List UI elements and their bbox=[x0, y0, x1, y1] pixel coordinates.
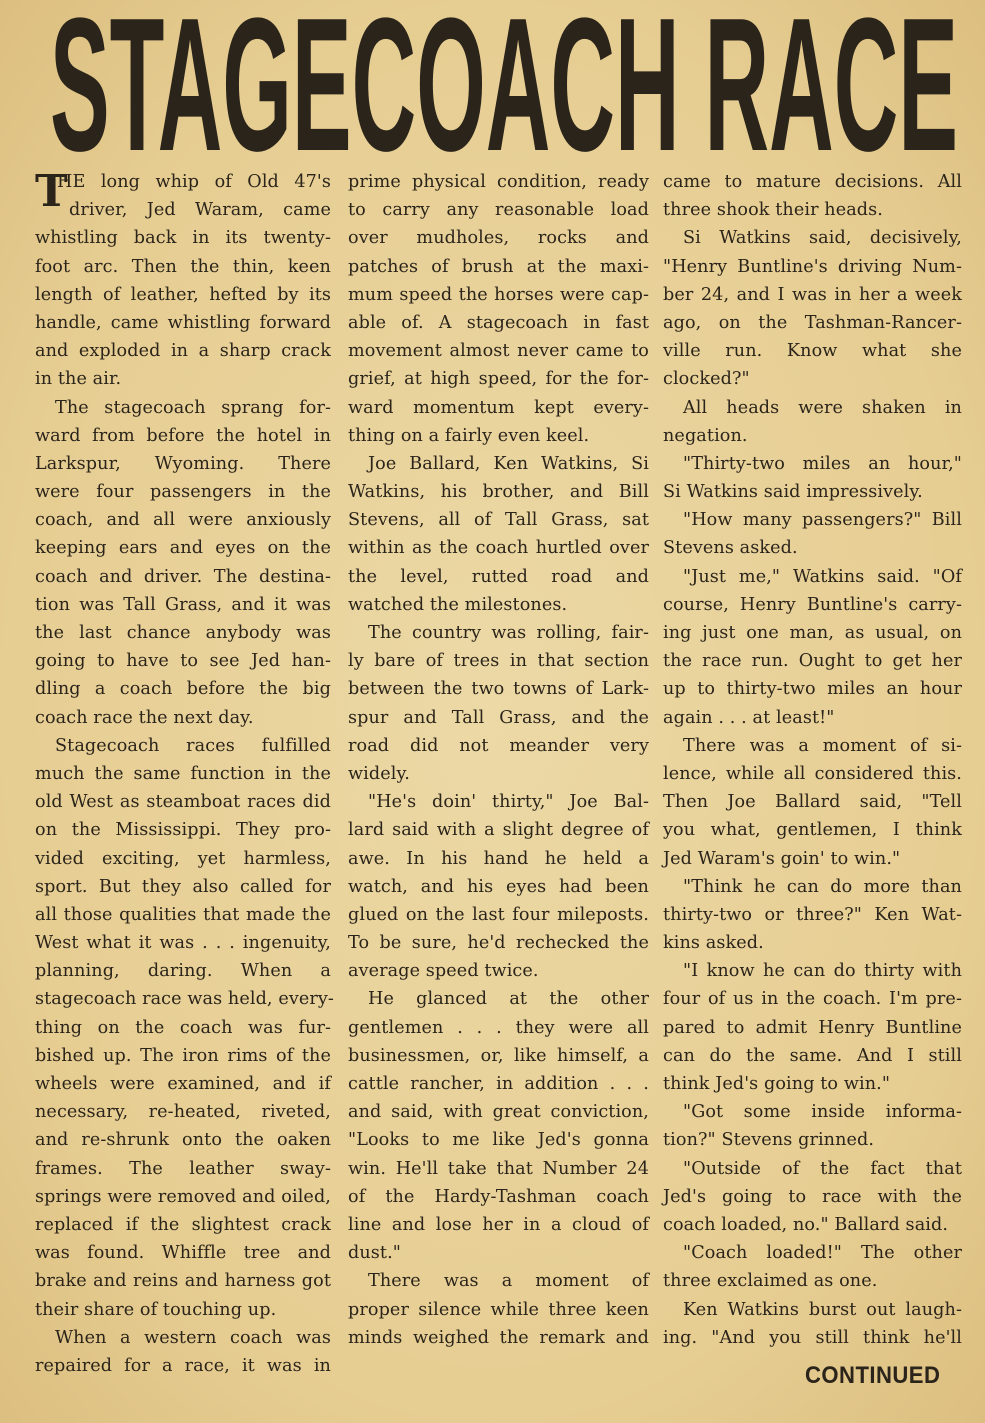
text-line: Larkspur, Wyoming. There bbox=[35, 453, 331, 474]
text-line: thing on a fairly even keel. bbox=[348, 425, 590, 446]
text-line: again . . . at least!" bbox=[663, 707, 835, 728]
text-line: between the two towns of Lark- bbox=[348, 679, 649, 700]
text-line: line and lose her in a cloud of bbox=[348, 1214, 649, 1235]
text-line: Si Watkins said impressively. bbox=[663, 482, 923, 503]
text-line: repaired for a race, it was in bbox=[35, 1355, 331, 1376]
paragraph bbox=[663, 168, 962, 224]
text-line: The country was rolling, fair- bbox=[368, 623, 649, 643]
text-line: "Coach loaded!" The other bbox=[683, 1243, 962, 1264]
text-line: and exploded in a sharp crack bbox=[35, 341, 331, 362]
text-line: "Just me," Watkins said. "Of bbox=[683, 566, 962, 587]
text-line: Watkins, his brother, and Bill bbox=[348, 482, 649, 503]
paragraph bbox=[663, 394, 962, 450]
text-line: keeping ears and eyes on the bbox=[35, 538, 331, 559]
text-line: tion?" Stevens grinned. bbox=[663, 1130, 875, 1151]
paragraph bbox=[35, 1324, 331, 1380]
text-line: were four passengers in the bbox=[35, 482, 331, 503]
text-line: in the air. bbox=[35, 369, 122, 390]
text-line: ville run. Know what she bbox=[663, 341, 962, 362]
text-line: dling a coach before the big bbox=[35, 679, 331, 700]
text-line: To be sure, he'd rechecked the bbox=[348, 933, 649, 954]
text-line: The stagecoach sprang for- bbox=[55, 397, 331, 418]
text-line: grief, at high speed, for the for- bbox=[348, 369, 649, 390]
text-line: Si Watkins said, decisively, bbox=[683, 228, 962, 249]
text-line: watch, and his eyes had been bbox=[348, 876, 649, 897]
text-line: Ken Watkins burst out laugh- bbox=[683, 1299, 962, 1320]
text-line: and re-shrunk onto the oaken bbox=[35, 1130, 331, 1151]
text-line: coach race the next day. bbox=[35, 707, 254, 728]
text-line: "How many passengers?" Bill bbox=[683, 510, 962, 531]
text-line: within as the coach hurtled over bbox=[348, 538, 649, 559]
text-line: ber 24, and I was in her a week bbox=[663, 284, 962, 305]
text-line: frames. The leather sway- bbox=[35, 1158, 331, 1179]
text-line: clocked?" bbox=[663, 369, 750, 390]
text-column-3 bbox=[663, 168, 962, 1352]
text-line: length of leather, hefted by its bbox=[35, 284, 331, 305]
text-line: ing just one man, as usual, on bbox=[663, 623, 962, 643]
text-line: tion was Tall Grass, and it was bbox=[35, 594, 331, 615]
paragraph bbox=[348, 1267, 649, 1352]
article-title bbox=[0, 0, 985, 165]
text-line: four of us in the coach. I'm pre- bbox=[663, 989, 962, 1010]
text-line: movement almost never came to bbox=[348, 341, 649, 362]
paragraph bbox=[35, 394, 331, 732]
text-line: up to thirty-two miles an hour bbox=[663, 679, 962, 700]
text-line: going to have to see Jed han- bbox=[35, 651, 331, 672]
text-line: spur and Tall Grass, and the bbox=[348, 707, 649, 728]
paragraph bbox=[348, 985, 649, 1267]
text-line: old West as steamboat races did bbox=[35, 792, 331, 813]
text-line: pared to admit Henry Buntline bbox=[663, 1017, 962, 1038]
text-line: glued on the last four mileposts. bbox=[348, 904, 649, 925]
paragraph bbox=[663, 1296, 962, 1352]
text-line: stagecoach race was held, every- bbox=[35, 989, 334, 1010]
text-line: dust." bbox=[348, 1243, 401, 1264]
paragraph bbox=[663, 732, 962, 873]
paragraph bbox=[35, 168, 331, 394]
text-line: to carry any reasonable load bbox=[348, 200, 649, 221]
text-line: coach loaded, no." Ballard said. bbox=[663, 1214, 949, 1235]
text-line: There was a moment of bbox=[368, 1271, 649, 1292]
text-line: springs were removed and oiled, bbox=[35, 1186, 331, 1207]
text-line: three shook their heads. bbox=[663, 200, 883, 221]
text-line: their share of touching up. bbox=[35, 1299, 277, 1320]
text-line: replaced if the slightest crack bbox=[35, 1214, 331, 1235]
text-line: "I know he can do thirty with bbox=[683, 961, 962, 982]
text-line: ward momentum kept every- bbox=[348, 397, 649, 418]
text-line: can do the same. And I still bbox=[663, 1045, 962, 1066]
text-line: Stevens asked. bbox=[663, 538, 798, 559]
text-line: vided exciting, yet harmless, bbox=[35, 848, 331, 869]
text-line: ward from before the hotel in bbox=[35, 425, 331, 446]
text-line: awe. In his hand he held a bbox=[348, 848, 649, 869]
text-line: road did not meander very bbox=[348, 735, 649, 756]
text-line: much the same function in the bbox=[35, 763, 331, 784]
text-line: all those qualities that made the bbox=[35, 904, 331, 925]
text-line: coach and driver. The destina- bbox=[35, 566, 331, 587]
text-line: driver, Jed Waram, came bbox=[69, 200, 331, 221]
paragraph bbox=[663, 1155, 962, 1240]
text-line: Jed's going to race with the bbox=[663, 1186, 962, 1207]
text-line: necessary, re-heated, riveted, bbox=[35, 1102, 331, 1123]
text-line-rest: HE long whip of Old 47's bbox=[57, 172, 331, 192]
text-line: prime physical condition, ready bbox=[348, 172, 649, 192]
text-line: the last chance anybody was bbox=[35, 623, 331, 643]
text-line: Jed Waram's goin' to win." bbox=[663, 848, 901, 869]
text-line: "Outside of the fact that bbox=[683, 1158, 962, 1179]
text-line: three exclaimed as one. bbox=[663, 1271, 878, 1292]
paragraph bbox=[35, 732, 334, 1324]
text-line: think Jed's going to win." bbox=[663, 1074, 891, 1094]
text-line: "Looks to me like Jed's gonna bbox=[348, 1130, 649, 1151]
text-line: coach, and all were anxiously bbox=[35, 510, 331, 531]
text-line: of the Hardy-Tashman coach bbox=[348, 1186, 649, 1207]
text-line: mum speed the horses were cap- bbox=[348, 284, 649, 305]
text-line: win. He'll take that Number 24 bbox=[348, 1158, 649, 1179]
text-line: whistling back in its twenty- bbox=[35, 228, 331, 249]
text-line: the level, rutted road and bbox=[348, 566, 649, 587]
text-line: proper silence while three keen bbox=[348, 1299, 649, 1320]
text-line: foot arc. Then the thin, keen bbox=[35, 256, 331, 277]
text-line: average speed twice. bbox=[348, 961, 539, 982]
text-line: kins asked. bbox=[663, 933, 764, 954]
paragraph bbox=[663, 450, 962, 506]
text-line: lard said with a slight degree of bbox=[348, 820, 649, 841]
text-line: West what it was . . . ingenuity, bbox=[35, 933, 331, 954]
paragraph bbox=[663, 1098, 962, 1154]
text-line: widely. bbox=[348, 763, 410, 784]
text-line: businessmen, or, like himself, a bbox=[348, 1045, 649, 1066]
text-line: bished up. The iron rims of the bbox=[35, 1045, 331, 1066]
text-column-1 bbox=[35, 166, 334, 1380]
text-line: you what, gentlemen, I think bbox=[663, 820, 962, 841]
text-line: "Thirty-two miles an hour," bbox=[683, 453, 962, 474]
text-line: Stevens, all of Tall Grass, sat bbox=[348, 510, 649, 531]
drop-cap: T bbox=[35, 166, 68, 217]
text-line: Then Joe Ballard said, "Tell bbox=[663, 792, 962, 813]
text-line: thirty-two or three?" Ken Wat- bbox=[663, 904, 962, 925]
text-line: When a western coach was bbox=[55, 1327, 331, 1348]
text-line: negation. bbox=[663, 425, 748, 446]
text-line: cattle rancher, in addition . . . bbox=[348, 1074, 649, 1094]
text-line: handle, came whistling forward bbox=[35, 312, 331, 333]
text-line: Joe Ballard, Ken Watkins, Si bbox=[368, 453, 649, 474]
paragraph bbox=[663, 506, 962, 562]
text-line: on the Mississippi. They pro- bbox=[35, 820, 331, 841]
paragraph bbox=[663, 873, 962, 958]
text-line: "Got some inside informa- bbox=[683, 1102, 962, 1123]
text-line: patches of brush at the maxi- bbox=[348, 256, 649, 277]
text-line: the race run. Ought to get her bbox=[663, 651, 962, 672]
text-line: He glanced at the other bbox=[368, 989, 649, 1010]
paragraph bbox=[663, 224, 962, 393]
article-title-text: STAGECOACH RACE bbox=[50, 0, 958, 165]
text-line: gentlemen . . . they were all bbox=[348, 1017, 649, 1038]
text-column-2 bbox=[348, 168, 649, 1352]
text-line: "Think he can do more than bbox=[683, 876, 962, 897]
text-line: brake and reins and harness got bbox=[35, 1271, 331, 1292]
text-line: minds weighed the remark and bbox=[348, 1327, 649, 1348]
text-line: lence, while all considered this. bbox=[663, 763, 962, 784]
paragraph bbox=[663, 563, 962, 732]
continued-label: CONTINUED bbox=[805, 1362, 941, 1389]
text-line: was found. Whiffle tree and bbox=[35, 1243, 331, 1264]
paragraph bbox=[348, 619, 649, 788]
text-line: "He's doin' thirty," Joe Bal- bbox=[368, 792, 649, 813]
text-line: came to mature decisions. All bbox=[663, 172, 962, 192]
paragraph bbox=[348, 788, 649, 985]
paragraph bbox=[663, 1239, 962, 1295]
paragraph bbox=[663, 957, 962, 1098]
text-line: planning, daring. When a bbox=[35, 961, 331, 982]
text-line: ly bare of trees in that section bbox=[348, 651, 649, 672]
text-line: sport. But they also called for bbox=[35, 876, 331, 897]
text-line: "Henry Buntline's driving Num- bbox=[663, 256, 962, 277]
text-line: over mudholes, rocks and bbox=[348, 228, 649, 249]
text-line: and said, with great conviction, bbox=[348, 1102, 649, 1123]
text-line: All heads were shaken in bbox=[683, 397, 962, 418]
text-line: course, Henry Buntline's carry- bbox=[663, 594, 962, 615]
text-line: watched the milestones. bbox=[348, 594, 568, 615]
text-line: ing. "And you still think he'll bbox=[663, 1327, 962, 1348]
text-line: thing on the coach was fur- bbox=[35, 1017, 331, 1038]
text-line: Stagecoach races fulfilled bbox=[55, 735, 331, 756]
text-line: There was a moment of si- bbox=[683, 735, 962, 756]
text-line: wheels were examined, and if bbox=[35, 1074, 331, 1094]
paragraph bbox=[348, 168, 649, 450]
paragraph bbox=[348, 450, 649, 619]
text-line: able of. A stagecoach in fast bbox=[348, 312, 649, 333]
text-line: ago, on the Tashman-Rancer- bbox=[663, 312, 962, 333]
